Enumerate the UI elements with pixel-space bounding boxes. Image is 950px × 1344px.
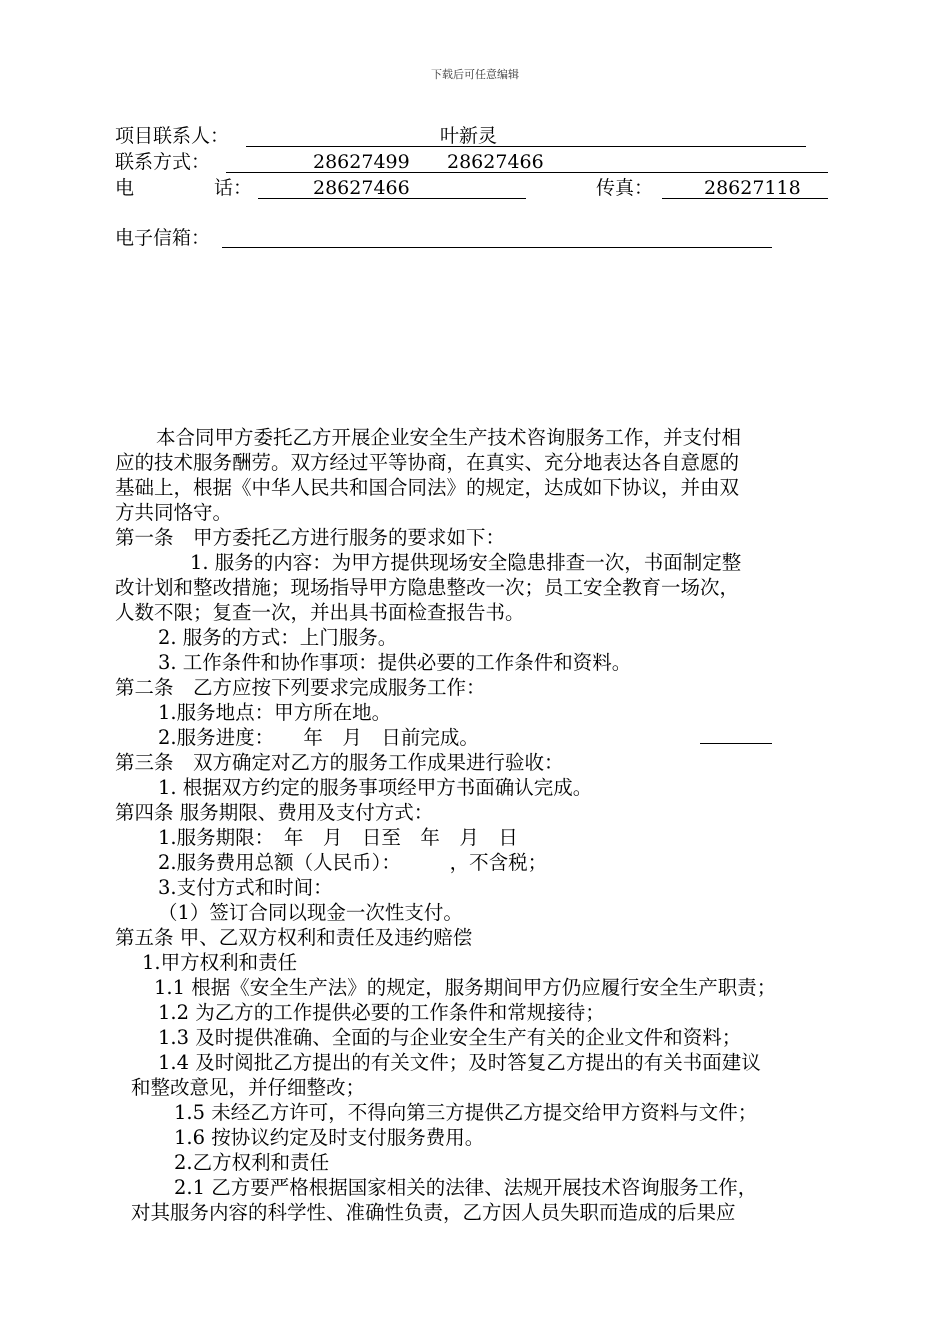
party-a-item-1-1: 1.1 根据《安全生产法》的规定，服务期间甲方仍应履行安全生产职责； <box>154 976 777 999</box>
header-note: 下载后可任意编辑 <box>431 68 519 81</box>
party-b-heading: 2.乙方权利和责任 <box>174 1151 330 1174</box>
party-a-item-1-5: 1.5 未经乙方许可，不得向第三方提供乙方提交给甲方资料与文件； <box>174 1101 758 1124</box>
intro-line-1: 本合同甲方委托乙方开展企业安全生产技术咨询服务工作，并支付相 <box>156 426 742 449</box>
contact-person-underline <box>246 146 806 147</box>
party-b-item-2-1-line-1: 2.1 乙方要严格根据国家相关的法律、法规开展技术咨询服务工作， <box>174 1176 758 1199</box>
party-a-heading: 1.甲方权利和责任 <box>142 951 298 974</box>
article-1-item-1-line-1: 1. 服务的内容：为甲方提供现场安全隐患排查一次，书面制定整 <box>190 551 742 574</box>
fax-value: 28627118 <box>704 177 801 199</box>
article-1-item-2: 2. 服务的方式：上门服务。 <box>158 626 398 649</box>
party-a-item-1-4-line-1: 1.4 及时阅批乙方提出的有关文件；及时答复乙方提出的有关书面建议 <box>158 1051 761 1074</box>
article-3-heading: 第三条 双方确定对乙方的服务工作成果进行验收： <box>115 751 564 774</box>
article-4-item-2: 2.服务费用总额（人民币）： ，不含税； <box>158 851 548 874</box>
schedule-underline <box>700 743 772 744</box>
article-1-heading: 第一条 甲方委托乙方进行服务的要求如下： <box>115 526 506 549</box>
intro-line-2: 应的技术服务酬劳。双方经过平等协商，在真实、充分地表达各自意愿的 <box>115 451 740 474</box>
article-3-item-1: 1. 根据双方约定的服务事项经甲方书面确认完成。 <box>158 776 593 799</box>
article-4-item-1: 1.服务期限： 年 月 日至 年 月 日 <box>158 826 518 849</box>
email-label: 电子信箱： <box>115 227 211 249</box>
party-a-item-1-3: 1.3 及时提供准确、全面的与企业安全生产有关的企业文件和资料； <box>158 1026 742 1049</box>
intro-line-4: 方共同恪守。 <box>115 501 233 524</box>
party-a-item-1-4-line-2: 和整改意见，并仔细整改； <box>131 1076 366 1099</box>
party-b-item-2-1-line-2: 对其服务内容的科学性、准确性负责，乙方因人员失职而造成的后果应 <box>131 1201 736 1224</box>
article-2-item-2: 2.服务进度： 年 月 日前完成。 <box>158 726 479 749</box>
article-1-item-1-line-3: 人数不限；复查一次，并出具书面检查报告书。 <box>115 601 525 624</box>
article-2-item-1: 1.服务地点：甲方所在地。 <box>158 701 392 724</box>
phone-label-2: 话： <box>214 177 253 199</box>
phone-value: 28627466 <box>313 177 410 199</box>
email-underline <box>222 247 772 248</box>
article-1-item-3: 3. 工作条件和协作事项：提供必要的工作条件和资料。 <box>158 651 632 674</box>
intro-line-3: 基础上，根据《中华人民共和国合同法》的规定，达成如下协议，并由双 <box>115 476 740 499</box>
article-4-item-3: 3.支付方式和时间： <box>158 876 333 899</box>
contact-person-value: 叶新灵 <box>440 125 498 147</box>
fax-label: 传真： <box>596 177 654 199</box>
article-1-item-1-line-2: 改计划和整改措施；现场指导甲方隐患整改一次；员工安全教育一场次， <box>115 576 740 599</box>
party-a-item-1-2: 1.2 为乙方的工作提供必要的工作条件和常规接待； <box>158 1001 605 1024</box>
contact-method-value-1: 28627499 <box>313 151 410 173</box>
article-4-item-4: （1）签订合同以现金一次性支付。 <box>158 901 463 924</box>
contact-method-label: 联系方式： <box>115 151 211 173</box>
article-4-heading: 第四条 服务期限、费用及支付方式： <box>115 801 434 824</box>
contact-person-label: 项目联系人： <box>115 125 230 147</box>
contact-method-value-2: 28627466 <box>447 151 544 173</box>
article-5-heading: 第五条 甲、乙双方权利和责任及违约赔偿 <box>115 926 473 949</box>
article-2-heading: 第二条 乙方应按下列要求完成服务工作： <box>115 676 486 699</box>
phone-label-1: 电 <box>115 177 135 199</box>
party-a-item-1-6: 1.6 按协议约定及时支付服务费用。 <box>174 1126 485 1149</box>
